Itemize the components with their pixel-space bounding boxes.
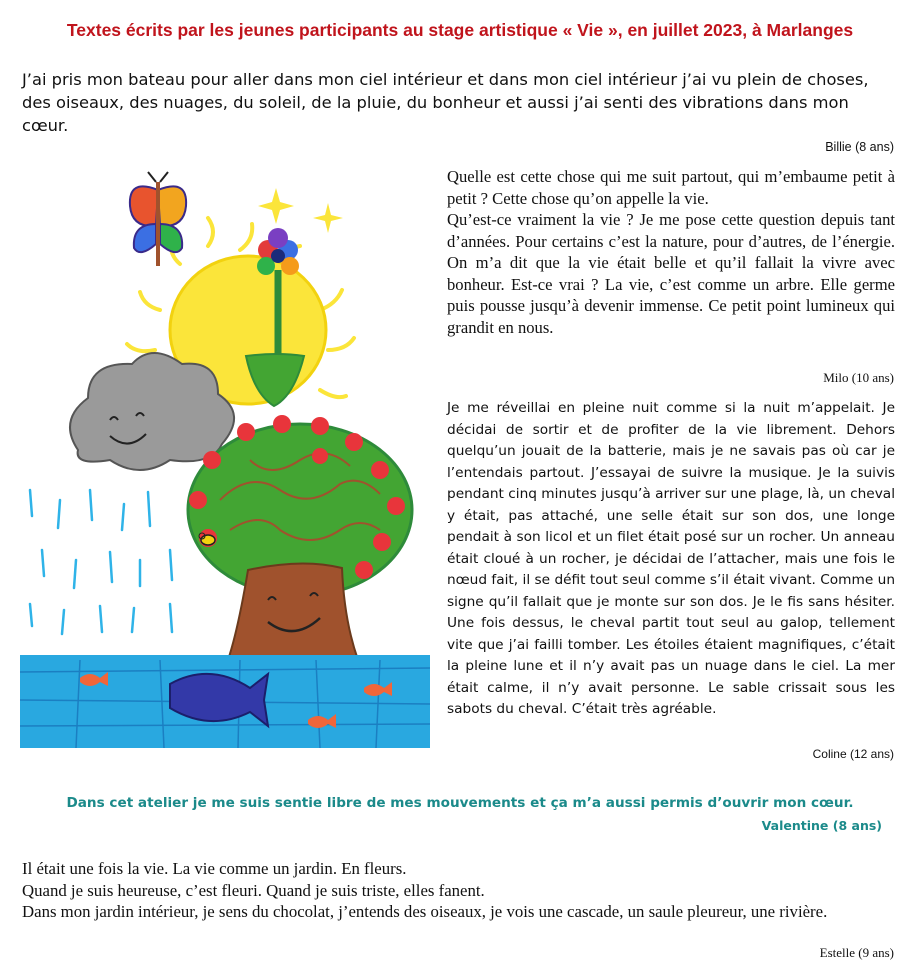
estelle-line-3: Dans mon jardin intérieur, je sens du chocolat, j’entends des oiseaux, je vois une cascade, un saule pleureur, une rivière. [22,902,828,921]
star-right [313,203,343,233]
tree-trunk [228,563,358,660]
milo-signature: Milo (10 ans) [823,370,894,385]
valentine-text: Dans cet atelier je me suis sentie libre de mes mouvements et ça m’a aussi permis d’ouvrir mon cœur. [66,795,854,811]
milo-paragraph-1: Quelle est cette chose qui me suit partout, qui m’embaume petit à petit ? Cette chose qu’on appelle la vie. [447,167,895,208]
rain [30,490,172,634]
estelle-line-1: Il était une fois la vie. La vie comme un jardin. En fleurs. [22,859,407,878]
milo-paragraph-2: Qu’est-ce vraiment la vie ? Je me pose cette question depuis tant d’années. Pour certains c’est la nature, pour d’autres, de l’énergie. On m’a dit que la vie était belle et qu’il fallait la vivre avec bonheur. Est-ce vrai ? La vie, c’est comme un arbre. Elle germe puis pousse jusqu’à devenir immense. Ce petit point lumineux qui grandit en nous. [447,210,895,337]
billie-text: J’ai pris mon bateau pour aller dans mon ciel intérieur et dans mon ciel intérieur j’ai vu plein de choses, des oiseaux, des nuages, du soleil, de la pluie, du bonheur et aussi j’ai senti des vibrations dans mon cœur. [22,70,869,135]
star-left [258,188,294,224]
estelle-line-2: Quand je suis heureuse, c’est fleuri. Quand je suis triste, elles fanent. [22,880,485,900]
billie-signature: Billie (8 ans) [825,140,894,154]
valentine-signature: Valentine (8 ans) [761,818,882,833]
estelle-text [22,858,898,923]
coline-text: Je me réveillai en pleine nuit comme si la nuit m’appelait. Je décidai de sortir et de profiter de la vie librement. Dehors quelqu’un jouait de la batterie, mais je ne savais pas où car je l’entendais partout. J’essayai de suivre la musique. Je la suivis pendant cinq minutes jusqu’à arriver sur une plage, là, un cheval y était, pas attaché, une selle était sur son dos, une longe pendait à son licol et un filet était posé sur un rocher. Un anneau était cloué à un rocher, je décidai de l’attacher, mais une fois le nœud fait, il se défit tout seul comme s’il était vivant. Comme un signe qu’il fallait que je monte sur son dos. Je le fis sans hésiter. Une fois dessus, le cheval partit tout seul au galop, tellement vite que j’ai failli tomber. Les étoiles étaient magnifiques, c’était la pleine lune et il n’y avait pas un nuage dans le ciel. La mer était calme, il n’y avait personne. Le sable crissait sous les sabots du cheval. C’était très agréable. [447,400,895,717]
child-drawing [20,160,430,748]
page-title: Textes écrits par les jeunes participants au stage artistique « Vie », en juillet 2023, à Marlanges [66,20,854,40]
estelle-signature: Estelle (9 ans) [819,945,894,960]
butterfly [130,172,186,266]
coline-signature: Coline (12 ans) [812,747,894,761]
milo-text [447,166,895,338]
